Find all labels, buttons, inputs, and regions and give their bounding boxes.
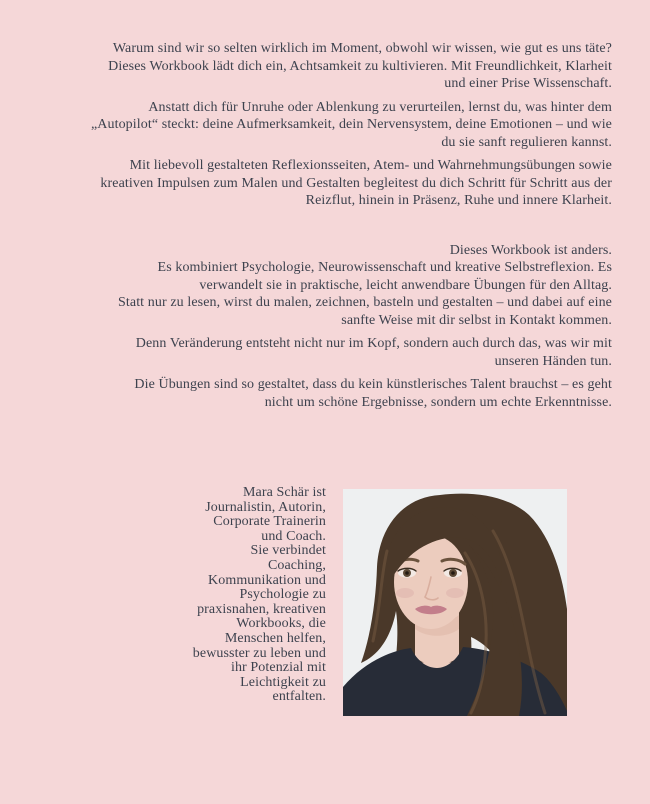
text-line: und Coach. (261, 528, 326, 544)
paragraph-uebungen (39, 376, 612, 411)
portrait-illustration (343, 489, 567, 716)
text-line: kreativen Impulsen zum Malen und Gestalten begleitest du dich Schritt für Schritt aus der (100, 175, 612, 191)
text-line: Workbooks, die (236, 616, 326, 632)
text-line: ihr Potenzial mit (230, 660, 326, 676)
text-line: „Autopilot“ steckt: deine Aufmerksamkeit, dein Nervensystem, deine Emotionen – und wie (90, 117, 612, 132)
text-line: Leichtigkeit zu (240, 674, 326, 690)
text-line: Coaching, (267, 557, 326, 573)
paragraph-autopilot (39, 99, 612, 152)
text-line: Denn Veränderung entsteht nicht nur im Kopf, sondern auch durch das, was wir mit (135, 336, 612, 351)
text-line: Mara Schär ist (242, 485, 326, 500)
text-line: Menschen helfen, (224, 630, 326, 646)
text-line: Statt nur zu lesen, wirst du malen, zeichnen, basteln und gestalten – und dabei auf eine (118, 295, 612, 310)
text-line: Anstatt dich für Unruhe oder Ablenkung zu verurteilen, lernst du, was hinter dem (148, 99, 612, 115)
paragraph-veraenderung (39, 335, 612, 370)
text-line: nicht um schöne Ergebnisse, sondern um echte Erkenntnisse. (264, 394, 612, 410)
text-line: verwandelt sie in praktische, leicht anwendbare Übungen für den Alltag. (199, 277, 612, 293)
text-line: sanfte Weise mit dir selbst in Kontakt kommen. (341, 312, 612, 328)
text-line: Psychologie zu (239, 587, 326, 603)
author-portrait-photo (343, 489, 567, 716)
text-line: entfalten. (272, 689, 326, 705)
paragraph-reflexion (39, 157, 612, 210)
text-line: Dieses Workbook ist anders. (449, 242, 612, 258)
text-line: Kommunikation und (208, 572, 326, 588)
back-cover-text (39, 40, 612, 417)
pupil-right (451, 571, 455, 575)
text-line: Die Übungen sind so gestaltet, dass du kein künstlerisches Talent brauchst – es geht (134, 377, 612, 392)
text-line: unseren Händen tun. (494, 353, 612, 369)
cheek-right (446, 588, 464, 598)
text-line: Warum sind wir so selten wirklich im Moment, obwohl wir wissen, wie gut es uns täte? (112, 41, 612, 56)
pupil-left (405, 571, 409, 575)
paragraph-intro (39, 40, 612, 93)
text-line: Es kombiniert Psychologie, Neurowissenschaft und kreative Selbstreflexion. Es (157, 260, 612, 275)
cheek-left (396, 588, 414, 598)
text-line: Mit liebevoll gestalteten Reflexionsseiten, Atem- und Wahrnehmungsübungen sowie (129, 158, 612, 173)
text-line: Journalistin, Autorin, (205, 499, 326, 515)
text-line: Sie verbindet (250, 543, 326, 559)
author-bio (193, 486, 326, 705)
text-line: Corporate Trainerin (213, 514, 326, 530)
text-line: praxisnahen, kreativen (197, 601, 326, 617)
text-line: Dieses Workbook lädt dich ein, Achtsamkeit zu kultivieren. Mit Freundlichkeit, Klarheit (108, 58, 612, 74)
text-line: bewusster zu leben und (192, 645, 326, 661)
text-line: du sie sanft regulieren kannst. (441, 134, 612, 150)
paragraph-workbook (39, 242, 612, 330)
text-line: Reizflut, hinein in Präsenz, Ruhe und innere Klarheit. (305, 193, 612, 208)
text-line: und einer Prise Wissenschaft. (444, 76, 612, 91)
